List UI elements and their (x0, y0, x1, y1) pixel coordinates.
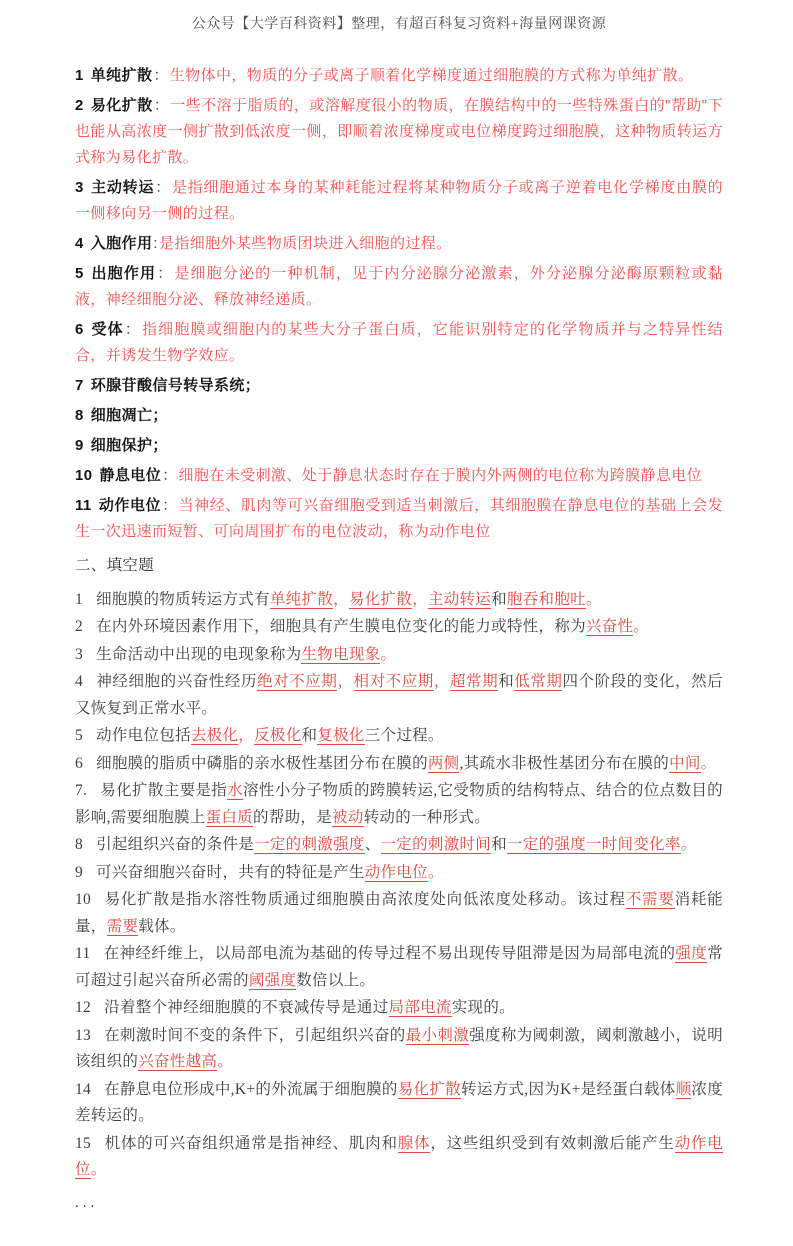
text-segment: 机体的可兴奋组织通常是指神经、肌肉和 (104, 1134, 398, 1152)
answer-segment: 不需要 (625, 891, 675, 908)
definition-term: 主动转运 (90, 179, 155, 196)
fill-blank-item (75, 778, 723, 831)
fill-item-number: 1 (75, 590, 84, 608)
answer-segment: 兴奋性 (585, 618, 634, 635)
fill-item-number: 5 (75, 727, 84, 744)
text-segment: 溶性小分子物质的跨膜转运,它受物质的结构特点、结合的位点数目的影响,需要细胞膜上 (75, 782, 723, 826)
text-segment: 转动的一种形式。 (363, 808, 491, 826)
fill-item-number: 8 (75, 836, 84, 853)
answer-segment: 去极化 (190, 727, 239, 744)
definition-body: 生物体中，物质的分子或离子顺着化学梯度通过细胞膜的方式称为单纯扩散。 (169, 67, 694, 84)
answer-segment: 强度 (675, 945, 708, 962)
definitions-section (75, 63, 723, 545)
definition-separator: ： (157, 265, 174, 282)
text-segment: ,其疏水非极性基团分布在膜的 (459, 754, 670, 772)
definition-body: 是指细胞通过本身的某种耗能过程将某种物质分子或离子逆着电化学梯度由膜的一侧移向另一侧的过程。 (75, 179, 723, 222)
red-punctuation-segment: ， (433, 673, 450, 690)
red-punctuation-segment: 。 (90, 1161, 107, 1178)
definition-number: 3 (75, 179, 84, 196)
fill-item-number: 12 (75, 999, 92, 1016)
answer-segment: 腺体 (397, 1134, 431, 1152)
definition-term: 静息电位 (99, 467, 162, 484)
text-segment: 在刺激时间不变的条件下，引起组织兴奋的 (104, 1026, 406, 1044)
fill-item-number: 7. (75, 782, 88, 799)
definition-number: 2 (75, 97, 84, 114)
answer-segment: 兴奋性越高 (138, 1053, 218, 1070)
red-punctuation-segment: 。 (217, 1053, 234, 1070)
text-segment: 动作电位包括 (96, 727, 191, 744)
definition-separator: ： (153, 97, 170, 114)
definition-item (75, 373, 723, 399)
text-segment: 可兴奋细胞兴奋时，共有的特征是产生 (96, 863, 365, 881)
text-segment: 强度称为阈刺激，阈刺激越小，说明该组织的 (75, 1026, 724, 1070)
definition-body: 是细胞分泌的一种机制，见于内分泌腺分泌激素，外分泌腺分泌酶原颗粒或黏液，神经细胞分泌、释放神经递质。 (75, 265, 723, 308)
definition-number: 9 (75, 437, 84, 454)
definition-term: 细胞保护； (90, 437, 168, 454)
definition-number: 4 (75, 235, 84, 252)
ellipsis-text: ... (75, 1194, 99, 1211)
definition-body: 指细胞膜或细胞内的某些大分子蛋白质，它能识别特定的化学物质并与之特异性结合，并诱发生物学效应。 (75, 321, 724, 364)
text-segment: ，这些组织受到有效刺激后能产生 (430, 1134, 675, 1152)
answer-segment: 主动转运 (427, 590, 492, 608)
fill-item-number: 2 (75, 618, 84, 635)
definition-item (75, 493, 723, 545)
definition-item (75, 93, 723, 171)
definition-item (75, 63, 723, 89)
answer-segment: 动作电位 (75, 1134, 723, 1178)
definition-item (75, 463, 723, 489)
definition-term: 单纯扩散 (90, 67, 153, 84)
red-punctuation-segment: ， (333, 590, 349, 608)
text-segment: 载体。 (138, 917, 186, 935)
definition-body: 当神经、肌肉等可兴奋细胞受到适当刺激后，其细胞膜在静息电位的基础上会发生一次迅速而短暂、可向周围扩布的电位波动，称为动作电位 (75, 497, 723, 540)
answer-segment: 需要 (106, 917, 139, 935)
red-punctuation-segment: ， (412, 590, 428, 608)
fill-blank-items (75, 587, 723, 1184)
text-segment: 实现的。 (451, 999, 515, 1016)
text-segment: 和 (491, 836, 507, 853)
definition-separator: ： (153, 67, 169, 84)
answer-segment: 相对不应期 (353, 673, 434, 690)
fill-item-number: 6 (75, 754, 84, 772)
answer-segment: 易化扩散 (348, 590, 413, 608)
definition-separator: ： (124, 321, 142, 338)
definition-term: 受体 (90, 321, 124, 338)
text-segment: 神经细胞的兴奋性经历 (96, 673, 258, 690)
red-punctuation-segment: ， (238, 727, 255, 744)
fill-blank-item (75, 1131, 723, 1184)
definition-item (75, 231, 723, 257)
answer-segment: 低常期 (514, 673, 563, 690)
text-segment: 常可超过引起兴奋所必需的 (75, 945, 723, 989)
text-segment: 和 (498, 673, 515, 690)
text-segment: 生命活动中出现的电现象称为 (96, 645, 302, 663)
fill-item-number: 3 (75, 645, 84, 663)
definition-number: 1 (75, 67, 84, 84)
fill-item-number: 10 (75, 891, 92, 908)
definition-separator: ： (162, 497, 178, 514)
answer-segment: 生物电现象 (301, 645, 381, 663)
definition-item (75, 261, 723, 313)
text-segment: 消耗能量， (75, 891, 723, 935)
text-segment: 的帮助，是 (252, 808, 332, 826)
text-segment: 细胞膜的脂质中磷脂的亲水极性基团分布在膜的 (96, 754, 428, 772)
definition-term: 细胞凋亡； (90, 407, 168, 424)
red-punctuation-segment: 。 (700, 754, 717, 772)
answer-segment: 水 (227, 782, 244, 799)
answer-segment: 单纯扩散 (269, 590, 334, 608)
definition-separator: ： (155, 179, 171, 196)
text-segment: 转运方式,因为K+是经蛋白载体 (461, 1080, 676, 1098)
definition-number: 11 (75, 497, 92, 514)
answer-segment: 局部电流 (388, 999, 452, 1016)
text-segment: 和 (301, 727, 318, 744)
text-segment: 浓度差转运的。 (75, 1080, 724, 1124)
answer-segment: 蛋白质 (205, 808, 253, 826)
fill-item-number: 15 (75, 1134, 92, 1152)
text-segment: 和 (491, 590, 507, 608)
answer-segment: 顺 (675, 1080, 692, 1098)
definition-body: 一些不溶于脂质的，或溶解度很小的物质，在膜结构中的一些特殊蛋白的"帮助"下也能从高浓度一侧扩散到低浓度一侧，即顺着浓度梯度或电位梯度跨过细胞膜，这种物质转运方式称为易化扩散。 (75, 97, 723, 166)
definition-term: 入胞作用 (90, 235, 153, 252)
definition-term: 易化扩散 (90, 97, 153, 114)
fill-item-number: 14 (75, 1080, 92, 1098)
definition-item (75, 317, 723, 369)
text-segment: 数倍以上。 (296, 971, 376, 989)
red-punctuation-segment: ， (337, 673, 354, 690)
fill-blank-section-title: 二、填空题 (75, 557, 155, 574)
fill-blank-item (75, 751, 723, 778)
answer-segment: 被动 (332, 808, 364, 826)
red-punctuation-segment: 。 (633, 618, 650, 635)
answer-segment: 中间 (669, 754, 701, 772)
text-segment: 易化扩散是指水溶性物质通过细胞膜由高浓度处向低浓度处移动。该过程 (104, 891, 626, 908)
answer-segment: 易化扩散 (397, 1080, 462, 1098)
definition-item (75, 403, 723, 429)
red-punctuation-segment: 。 (427, 863, 444, 881)
answer-segment: 超常期 (449, 673, 499, 690)
answer-segment: 反极化 (254, 727, 302, 744)
fill-blank-item (75, 642, 723, 669)
fill-blank-item (75, 723, 723, 750)
fill-blank-section (75, 553, 723, 1216)
definition-body: 是指细胞外某些物质团块进入细胞的过程。 (158, 235, 452, 252)
definition-number: 6 (75, 321, 84, 338)
answer-segment: 动作电位 (364, 863, 428, 881)
red-punctuation-segment: 。 (380, 645, 397, 663)
fill-blank-item (75, 995, 723, 1022)
definition-term: 出胞作用 (90, 265, 157, 282)
red-punctuation-segment: 。 (680, 836, 697, 853)
text-segment: 细胞膜的物质转运方式有 (96, 590, 270, 608)
definition-term: 环腺苷酸信号转导系统； (90, 377, 261, 394)
text-segment: 在神经纤维上，以局部电流为基础的传导过程不易出现传导阻滞是因为局部电流的 (103, 945, 676, 962)
text-segment: 、 (364, 836, 381, 853)
fill-blank-item (75, 832, 723, 859)
fill-item-number: 11 (75, 945, 91, 962)
definition-body: 细胞在未受刺激、处于静息状态时存在于膜内外两侧的电位称为跨膜静息电位 (178, 467, 703, 484)
definition-number: 5 (75, 265, 84, 282)
answer-segment: 一定的强度一时间变化率 (506, 836, 681, 853)
text-segment: 在静息电位形成中,K+的外流属于细胞膜的 (104, 1080, 398, 1098)
definition-number: 8 (75, 407, 84, 424)
definition-item (75, 433, 723, 459)
text-segment: 三个过程。 (364, 727, 444, 744)
answer-segment: 阈强度 (248, 971, 297, 989)
fill-item-number: 9 (75, 863, 84, 881)
text-segment: 四个阶段的变化，然后又恢复到正常水平。 (75, 673, 723, 717)
fill-item-number: 13 (75, 1026, 92, 1044)
text-segment: 在内外环境因素作用下，细胞具有产生膜电位变化的能力或特性，称为 (96, 618, 586, 635)
answer-segment: 复极化 (317, 727, 365, 744)
fill-blank-item (75, 614, 723, 641)
text-segment: 易化扩散主要是指 (100, 782, 228, 799)
answer-segment: 绝对不应期 (257, 673, 338, 690)
answer-segment: 最小刺激 (405, 1026, 470, 1044)
answer-segment: 胞吞和胞吐 (506, 590, 586, 608)
answer-segment: 一定的刺激强度 (254, 836, 365, 853)
definition-number: 10 (75, 467, 93, 484)
fill-blank-item (75, 587, 723, 614)
fill-item-number: 4 (75, 673, 84, 690)
fill-blank-item (75, 1023, 723, 1076)
fill-blank-item (75, 860, 723, 887)
red-punctuation-segment: 。 (585, 590, 602, 608)
answer-segment: 一定的刺激时间 (380, 836, 492, 853)
text-segment: 沿着整个神经细胞膜的不衰减传导是通过 (104, 999, 389, 1016)
fill-blank-item (75, 887, 723, 940)
definition-separator: ： (162, 467, 178, 484)
definition-separator: : (153, 235, 158, 252)
fill-blank-item (75, 941, 723, 994)
text-segment: 引起组织兴奋的条件是 (96, 836, 255, 853)
fill-blank-item (75, 669, 723, 722)
page-header: 公众号【大学百科资料】整理，有超百科复习资料+海量网课资源 (191, 17, 607, 32)
definition-term: 动作电位 (98, 497, 162, 514)
definition-item (75, 175, 723, 227)
definition-number: 7 (75, 377, 84, 394)
answer-segment: 两侧 (427, 754, 460, 772)
